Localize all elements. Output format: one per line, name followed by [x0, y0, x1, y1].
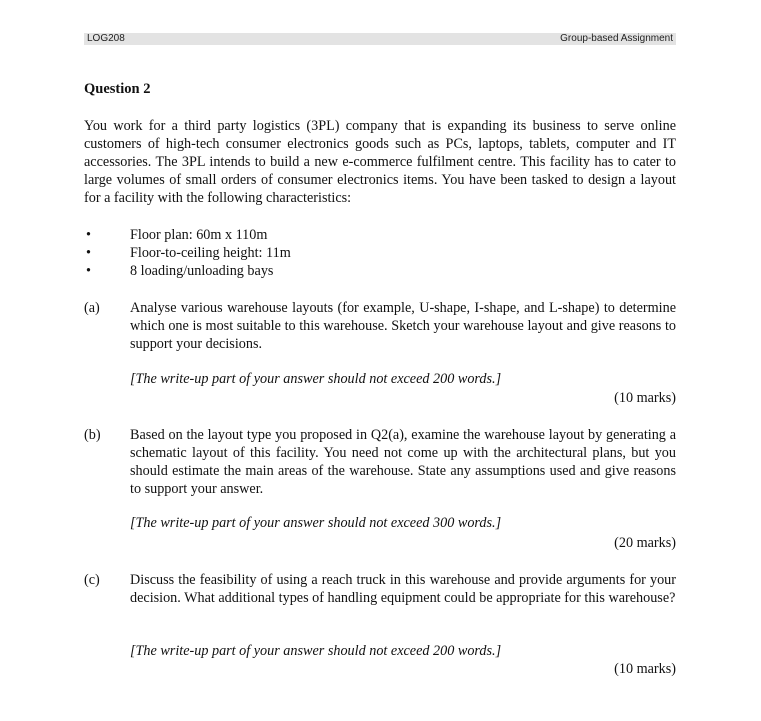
bullet-icon: •: [86, 245, 91, 261]
characteristics-list: [84, 226, 676, 280]
part-label: (c): [84, 572, 100, 588]
word-limit: [The write-up part of your answer should not exceed 200 words.]: [130, 643, 502, 659]
list-item: • 8 loading/unloading bays: [86, 263, 274, 279]
part-a: [84, 299, 676, 353]
marks: (10 marks): [614, 390, 676, 406]
question-intro: You work for a third party logistics (3PL) company that is expanding its business to serve online customers of high-tech consumer electronics goods such as PCs, laptops, tablets, computer and IT accessories. The 3PL intends to build a new e-commerce fulfilment centre. This facility has to cater to large volumes of small orders of consumer electronics items. You have been tasked to design a layout for a facility with the following characteristics:: [84, 118, 676, 206]
part-text: Analyse various warehouse layouts (for example, U-shape, I-shape, and L-shape) to determine which one is most suitable to this warehouse. Sketch your warehouse layout and give reasons to support your decisions.: [130, 300, 676, 352]
list-item: • Floor-to-ceiling height: 11m: [86, 245, 291, 261]
bullet-icon: •: [86, 263, 91, 279]
assignment-type: Group-based Assignment: [560, 33, 673, 44]
question-title: Question 2: [84, 81, 151, 97]
marks: (10 marks): [614, 661, 676, 677]
list-item: • Floor plan: 60m x 110m: [86, 227, 268, 243]
part-text: Discuss the feasibility of using a reach truck in this warehouse and provide arguments for your decision. What additional types of handling equipment could be appropriate for this warehouse?: [130, 572, 676, 606]
bullet-icon: •: [86, 227, 91, 243]
word-limit: [The write-up part of your answer should not exceed 200 words.]: [130, 371, 502, 387]
marks: (20 marks): [614, 535, 676, 551]
part-text: Based on the layout type you proposed in Q2(a), examine the warehouse layout by generating a schematic layout of this facility. You need not come up with the architectural plans, but you should estimate the main areas of the warehouse. State any assumptions used and give reasons to support your answer.: [130, 427, 676, 497]
part-label: (b): [84, 427, 101, 443]
word-limit: [The write-up part of your answer should not exceed 300 words.]: [130, 515, 502, 531]
course-code: LOG208: [87, 33, 125, 44]
part-c: [84, 571, 676, 607]
part-b: [84, 426, 676, 498]
page-header: [84, 33, 676, 45]
part-label: (a): [84, 300, 100, 316]
